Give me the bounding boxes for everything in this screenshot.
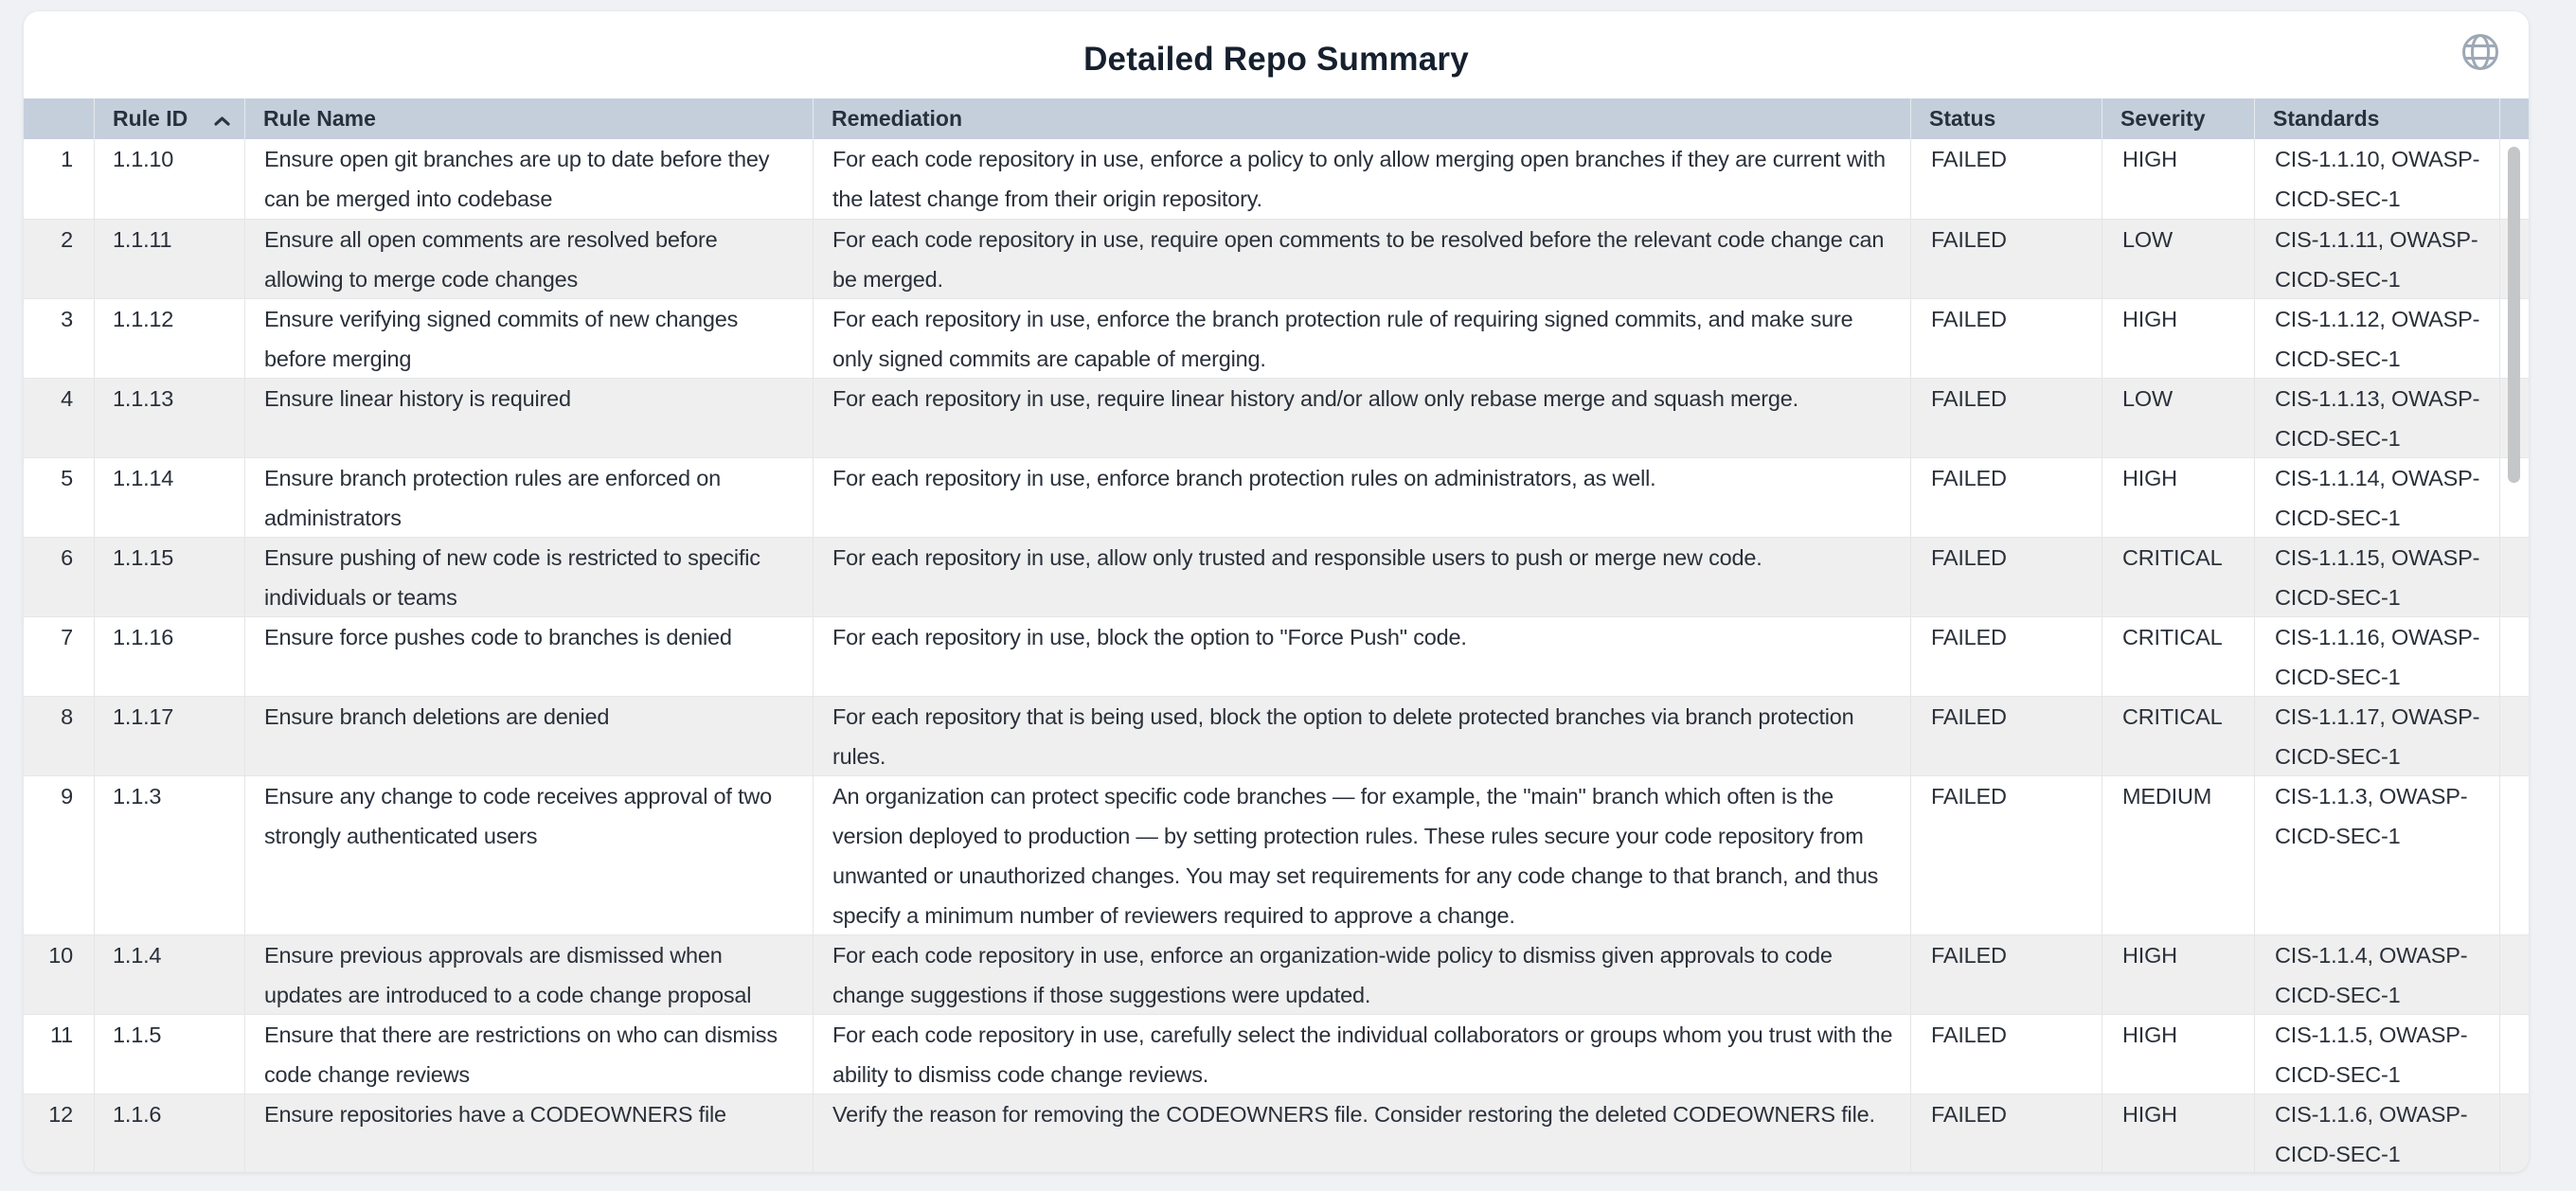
cell-rule-name: Ensure previous approvals are dismissed when updates are introduced to a code change proposal — [244, 935, 813, 1014]
table-body — [24, 139, 2529, 1172]
cell-rule-name: Ensure pushing of new code is restricted to specific individuals or teams — [244, 538, 813, 616]
cell-standards: CIS-1.1.12, OWASP-CICD-SEC-1 — [2254, 299, 2500, 378]
cell-index: 9 — [61, 784, 73, 809]
column-header-rule-id-label: Rule ID — [113, 106, 188, 131]
cell-rule-name: Ensure branch protection rules are enforced on administrators — [244, 458, 813, 537]
cell-remediation: For each repository in use, block the option to "Force Push" code. — [813, 617, 1910, 696]
cell-remediation: For each repository that is being used, block the option to delete protected branches via branch protection rules. — [813, 697, 1910, 775]
cell-severity: CRITICAL — [2102, 697, 2254, 775]
repo-summary-card — [24, 11, 2529, 1172]
cell-rule-id: 1.1.15 — [94, 538, 244, 616]
cell-rule-name: Ensure that there are restrictions on who can dismiss code change reviews — [244, 1015, 813, 1093]
table-row — [24, 1093, 2529, 1172]
cell-index: 2 — [61, 227, 73, 252]
cell-rule-name: Ensure branch deletions are denied — [244, 697, 813, 775]
cell-standards: CIS-1.1.5, OWASP-CICD-SEC-1 — [2254, 1015, 2500, 1093]
cell-rule-id: 1.1.11 — [94, 220, 244, 298]
cell-standards: CIS-1.1.11, OWASP-CICD-SEC-1 — [2254, 220, 2500, 298]
card-header — [24, 11, 2529, 98]
cell-status: FAILED — [1910, 139, 2102, 219]
cell-severity: LOW — [2102, 379, 2254, 457]
cell-remediation: For each code repository in use, carefully select the individual collaborators or groups whom you trust with the ability to dismiss code change reviews. — [813, 1015, 1910, 1093]
cell-index: 12 — [48, 1102, 73, 1127]
cell-rule-id: 1.1.14 — [94, 458, 244, 537]
cell-rule-id: 1.1.17 — [94, 697, 244, 775]
column-header-standards[interactable]: Standards — [2254, 98, 2500, 139]
cell-index: 7 — [61, 625, 73, 649]
cell-rule-id: 1.1.10 — [94, 139, 244, 219]
table-row — [24, 775, 2529, 934]
cell-remediation: For each code repository in use, enforce an organization-wide policy to dismiss given approvals to code change suggestions if those suggestions were updated. — [813, 935, 1910, 1014]
cell-severity: HIGH — [2102, 458, 2254, 537]
cell-status: FAILED — [1910, 379, 2102, 457]
column-header-rule-name[interactable]: Rule Name — [244, 98, 813, 139]
table-row — [24, 457, 2529, 537]
cell-remediation: For each code repository in use, require open comments to be resolved before the relevant code change can be merged. — [813, 220, 1910, 298]
table-row — [24, 378, 2529, 457]
table-row — [24, 696, 2529, 775]
cell-standards: CIS-1.1.15, OWASP-CICD-SEC-1 — [2254, 538, 2500, 616]
cell-index: 5 — [61, 466, 73, 490]
column-header-severity[interactable]: Severity — [2102, 98, 2254, 139]
cell-index: 11 — [50, 1022, 73, 1047]
cell-status: FAILED — [1910, 776, 2102, 934]
cell-status: FAILED — [1910, 1015, 2102, 1093]
cell-rule-name: Ensure verifying signed commits of new changes before merging — [244, 299, 813, 378]
cell-remediation: Verify the reason for removing the CODEOWNERS file. Consider restoring the deleted CODEOWNERS file. — [813, 1094, 1910, 1172]
table-row — [24, 934, 2529, 1014]
column-header-remediation[interactable]: Remediation — [813, 98, 1910, 139]
cell-remediation: An organization can protect specific code branches — for example, the "main" branch which often is the version deployed to production — by setting protection rules. These rules secure your code repository from unwanted or unauthorized changes. You may set requirements for any code change to that branch, and thus specify a minimum number of reviewers required to approve a change. — [813, 776, 1910, 934]
cell-rule-name: Ensure force pushes code to branches is denied — [244, 617, 813, 696]
cell-standards: CIS-1.1.14, OWASP-CICD-SEC-1 — [2254, 458, 2500, 537]
cell-remediation: For each repository in use, allow only trusted and responsible users to push or merge new code. — [813, 538, 1910, 616]
cell-index: 3 — [61, 307, 73, 331]
cell-severity: HIGH — [2102, 1094, 2254, 1172]
cell-standards: CIS-1.1.4, OWASP-CICD-SEC-1 — [2254, 935, 2500, 1014]
cell-index: 4 — [61, 386, 73, 411]
table-row — [24, 537, 2529, 616]
table-row — [24, 139, 2529, 219]
cell-status: FAILED — [1910, 458, 2102, 537]
globe-icon[interactable] — [2460, 32, 2500, 72]
cell-standards: CIS-1.1.17, OWASP-CICD-SEC-1 — [2254, 697, 2500, 775]
table-row — [24, 1014, 2529, 1093]
cell-rule-name: Ensure open git branches are up to date before they can be merged into codebase — [244, 139, 813, 219]
vertical-scrollbar-thumb[interactable] — [2508, 147, 2520, 483]
cell-severity: HIGH — [2102, 299, 2254, 378]
cell-rule-id: 1.1.4 — [94, 935, 244, 1014]
cell-standards: CIS-1.1.10, OWASP-CICD-SEC-1 — [2254, 139, 2500, 219]
cell-rule-name: Ensure linear history is required — [244, 379, 813, 457]
cell-remediation: For each code repository in use, enforce a policy to only allow merging open branches if they are current with the latest change from their origin repository. — [813, 139, 1910, 219]
cell-standards: CIS-1.1.3, OWASP-CICD-SEC-1 — [2254, 776, 2500, 934]
cell-severity: CRITICAL — [2102, 538, 2254, 616]
cell-status: FAILED — [1910, 538, 2102, 616]
cell-rule-id: 1.1.13 — [94, 379, 244, 457]
repo-summary-table — [24, 98, 2529, 1172]
cell-rule-id: 1.1.5 — [94, 1015, 244, 1093]
cell-status: FAILED — [1910, 935, 2102, 1014]
cell-remediation: For each repository in use, enforce branch protection rules on administrators, as well. — [813, 458, 1910, 537]
cell-remediation: For each repository in use, require linear history and/or allow only rebase merge and squash merge. — [813, 379, 1910, 457]
cell-severity: HIGH — [2102, 139, 2254, 219]
cell-status: FAILED — [1910, 299, 2102, 378]
table-row — [24, 298, 2529, 378]
cell-rule-name: Ensure repositories have a CODEOWNERS file — [244, 1094, 813, 1172]
cell-status: FAILED — [1910, 697, 2102, 775]
page-title: Detailed Repo Summary — [1083, 41, 1469, 78]
cell-index: 1 — [61, 147, 73, 171]
cell-severity: MEDIUM — [2102, 776, 2254, 934]
column-header-status[interactable]: Status — [1910, 98, 2102, 139]
cell-standards: CIS-1.1.6, OWASP-CICD-SEC-1 — [2254, 1094, 2500, 1172]
cell-rule-id: 1.1.6 — [94, 1094, 244, 1172]
cell-status: FAILED — [1910, 1094, 2102, 1172]
cell-status: FAILED — [1910, 617, 2102, 696]
cell-severity: CRITICAL — [2102, 617, 2254, 696]
cell-severity: LOW — [2102, 220, 2254, 298]
cell-standards: CIS-1.1.13, OWASP-CICD-SEC-1 — [2254, 379, 2500, 457]
cell-severity: HIGH — [2102, 935, 2254, 1014]
cell-status: FAILED — [1910, 220, 2102, 298]
cell-rule-id: 1.1.12 — [94, 299, 244, 378]
cell-index: 6 — [61, 545, 73, 570]
cell-index: 8 — [61, 704, 73, 729]
cell-rule-name: Ensure any change to code receives approval of two strongly authenticated users — [244, 776, 813, 934]
cell-rule-id: 1.1.3 — [94, 776, 244, 934]
cell-rule-id: 1.1.16 — [94, 617, 244, 696]
cell-remediation: For each repository in use, enforce the branch protection rule of requiring signed commits, and make sure only signed commits are capable of merging. — [813, 299, 1910, 378]
cell-severity: HIGH — [2102, 1015, 2254, 1093]
table-row — [24, 616, 2529, 696]
table-row — [24, 219, 2529, 298]
cell-standards: CIS-1.1.16, OWASP-CICD-SEC-1 — [2254, 617, 2500, 696]
cell-rule-name: Ensure all open comments are resolved before allowing to merge code changes — [244, 220, 813, 298]
cell-index: 10 — [48, 943, 73, 968]
